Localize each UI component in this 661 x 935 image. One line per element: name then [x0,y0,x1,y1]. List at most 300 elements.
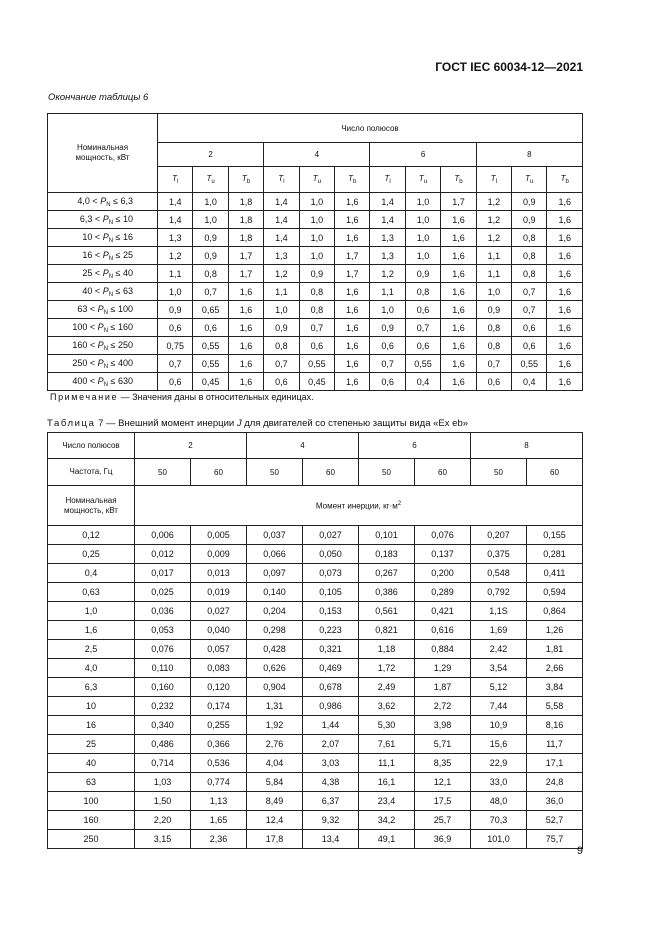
table-cell: 0,8 [264,337,299,355]
table-row [48,283,583,301]
table-cell: 0,155 [527,526,583,545]
table-row [48,583,583,602]
t7-inertia-label [135,486,583,526]
table-cell: 0,040 [191,621,247,640]
t6-power-range [48,211,158,229]
table-cell: 0,076 [415,526,471,545]
range-lower: 400 < [72,375,98,386]
t6-power-range [48,355,158,373]
table-cell: 1,4 [264,229,299,247]
table-cell: 1,6 [228,319,263,337]
table-cell: 8,16 [527,716,583,735]
t7-freq-cell: 60 [527,459,583,486]
t7-power-value: 6,3 [48,678,135,697]
table-cell: 1,44 [303,716,359,735]
t6-subcol-sub: u [423,179,428,185]
table-cell: 0,017 [135,564,191,583]
t6-power-range [48,265,158,283]
table-cell: 0,486 [135,735,191,754]
table-cell: 0,616 [415,621,471,640]
table-cell: 0,6 [158,373,193,391]
table-cell: 11,7 [527,735,583,754]
t7-freq-cell: 50 [135,459,191,486]
document-standard-header: ГОСТ IEC 60034-12—2021 [435,60,583,74]
table-cell: 0,057 [191,640,247,659]
table-cell: 0,6 [193,319,228,337]
table-cell: 5,30 [359,716,415,735]
table-row [48,659,583,678]
table-cell: 75,7 [527,830,583,849]
table-row [48,621,583,640]
table-cell: 2,42 [471,640,527,659]
table-row [48,319,583,337]
table-cell: 1,81 [527,640,583,659]
t6-subcol-sub: b [565,179,569,185]
table-cell: 0,076 [135,640,191,659]
t7-power-value: 16 [48,716,135,735]
table-cell: 0,9 [193,229,228,247]
table-row [48,773,583,792]
table-cell: 0,8 [512,247,547,265]
table-row [48,811,583,830]
table-cell: 1,7 [335,265,370,283]
table-cell: 0,9 [299,265,334,283]
table-cell: 0,7 [512,283,547,301]
table-cell: 0,774 [191,773,247,792]
table-cell: 0,066 [247,545,303,564]
range-upper: ≤ 40 [113,267,133,278]
table-cell: 1,87 [415,678,471,697]
t7-power-value: 100 [48,792,135,811]
table-cell: 2,66 [527,659,583,678]
table-cell: 0,6 [476,373,511,391]
table-cell: 12,4 [247,811,303,830]
table-cell: 1,6 [441,301,476,319]
table-cell: 1,6 [335,355,370,373]
table-cell: 0,6 [405,337,440,355]
table-cell: 2,49 [359,678,415,697]
table-row [48,355,583,373]
table-row [48,193,583,211]
table-cell: 0,9 [193,247,228,265]
table-row [48,373,583,391]
t6-subcol-header [441,167,476,193]
table-cell: 3,62 [359,697,415,716]
table-cell: 23,4 [359,792,415,811]
table-cell: 0,561 [359,602,415,621]
table-row [48,301,583,319]
range-symbol-sub: N [103,327,109,334]
table-cell: 1,0 [264,301,299,319]
table-cell: 2,20 [135,811,191,830]
table-cell: 0,013 [191,564,247,583]
table-cell: 0,4 [512,373,547,391]
t6-subcol-symbol: T [348,174,353,183]
table-cell: 0,6 [512,337,547,355]
t7-freq-cell: 60 [303,459,359,486]
table-cell: 34,2 [359,811,415,830]
range-upper: ≤ 250 [108,339,133,350]
table-cell: 0,7 [158,355,193,373]
table-cell: 1,1S [471,602,527,621]
table-cell: 1,6 [228,373,263,391]
table-cell: 3,03 [303,754,359,773]
table-cell: 0,9 [512,211,547,229]
table-cell: 0,204 [247,602,303,621]
table-cell: 1,1 [158,265,193,283]
range-symbol-sub: N [103,381,109,388]
table-cell: 0,386 [359,583,415,602]
table-cell: 0,7 [264,355,299,373]
table-cell: 1,6 [547,229,583,247]
table-cell: 1,3 [158,229,193,247]
range-symbol-sub: N [108,273,114,280]
table-cell: 1,4 [264,193,299,211]
range-symbol: P [102,267,109,278]
table-row [48,602,583,621]
range-upper: ≤ 63 [113,285,133,296]
range-symbol: P [102,285,109,296]
table-row [48,678,583,697]
table-cell: 1,6 [228,337,263,355]
table-cell: 0,120 [191,678,247,697]
table-cell: 1,03 [135,773,191,792]
table-cell: 0,073 [303,564,359,583]
table-cell: 1,7 [228,247,263,265]
table-cell: 2,36 [191,830,247,849]
t7-freq-label: Частота, Гц [48,459,135,486]
table-row [48,247,583,265]
table-cell: 5,12 [471,678,527,697]
table-cell: 1,0 [476,283,511,301]
table-cell: 70,3 [471,811,527,830]
range-symbol-sub: N [103,345,109,352]
inertia-unit-text: Момент инерции, кг·м [315,501,398,511]
t7-freq-cell: 60 [191,459,247,486]
table-cell: 0,083 [191,659,247,678]
range-upper: ≤ 16 [113,231,133,242]
t6-header-row-1 [48,114,583,143]
table-cell: 0,375 [471,545,527,564]
table-cell: 2,07 [303,735,359,754]
t6-subcol-header [299,167,334,193]
t6-subcol-header [335,167,370,193]
table-cell: 1,1 [476,265,511,283]
table-cell: 1,6 [547,373,583,391]
table-cell: 0,65 [193,301,228,319]
table-cell: 0,45 [299,373,334,391]
table-cell: 0,340 [135,716,191,735]
table-cell: 1,3 [370,229,405,247]
range-symbol-sub: N [108,291,114,298]
range-symbol: P [97,303,104,314]
t6-power-range [48,283,158,301]
range-upper: ≤ 100 [108,303,133,314]
table-cell: 24,8 [527,773,583,792]
table-cell: 0,594 [527,583,583,602]
table-cell: 0,140 [247,583,303,602]
table-cell: 3,54 [471,659,527,678]
t7-power-value: 250 [48,830,135,849]
table-cell: 0,9 [264,319,299,337]
table-cell: 1,2 [476,211,511,229]
t7-power-value: 1,0 [48,602,135,621]
table-cell: 0,9 [512,193,547,211]
table-cell: 3,15 [135,830,191,849]
table-cell: 3,84 [527,678,583,697]
t7-poles-4: 4 [247,433,359,459]
table-cell: 1,6 [547,301,583,319]
t7-freq-row [48,459,583,486]
table-cell: 1,6 [441,229,476,247]
table-cell: 4,38 [303,773,359,792]
table-cell: 16,1 [359,773,415,792]
table-cell: 8,35 [415,754,471,773]
table-cell: 17,5 [415,792,471,811]
table-cell: 0,153 [303,602,359,621]
t6-subcol-header [370,167,405,193]
t7-freq-cell: 50 [471,459,527,486]
t7-power-value: 4,0 [48,659,135,678]
table-cell: 1,29 [415,659,471,678]
table-cell: 0,55 [193,355,228,373]
table-cell: 6,37 [303,792,359,811]
table-cell: 0,105 [303,583,359,602]
table-cell: 1,6 [228,301,263,319]
table7-caption-label: Таблица [47,418,96,429]
range-upper: ≤ 10 [113,213,133,224]
table-row [48,337,583,355]
table7-caption-b: для двигателей со степенью защиты вида «Ex eb» [241,418,469,429]
t6-subcol-header [228,167,263,193]
table-cell: 5,84 [247,773,303,792]
range-symbol-sub: N [108,219,114,226]
range-lower: 40 < [82,285,103,296]
inertia-unit-exponent: 2 [397,500,402,507]
t6-subcol-header [476,167,511,193]
table-cell: 0,678 [303,678,359,697]
t6-subcol-header [547,167,583,193]
table-cell: 0,6 [405,301,440,319]
t6-subcol-symbol: T [490,174,496,183]
table-row [48,229,583,247]
table-cell: 0,6 [299,337,334,355]
t7-power-value: 10 [48,697,135,716]
t6-subcol-sub: l [176,179,179,185]
table7-caption-a: 7 — Внешний момент инерции [95,418,237,429]
table-cell: 1,7 [228,265,263,283]
range-symbol: P [97,375,104,386]
t7-freq-cell: 50 [359,459,415,486]
t6-subcol-symbol: T [241,174,247,183]
table-cell: 0,55 [299,355,334,373]
table-cell: 0,45 [193,373,228,391]
table-cell: 1,0 [299,193,334,211]
table-cell: 0,7 [405,319,440,337]
t7-poles-row [48,433,583,459]
table-7 [47,432,583,849]
table-cell: 52,7 [527,811,583,830]
table-cell: 101,0 [471,830,527,849]
table-cell: 0,027 [303,526,359,545]
table-cell: 7,44 [471,697,527,716]
table-cell: 49,1 [359,830,415,849]
range-symbol: P [102,231,109,242]
table-cell: 1,6 [547,211,583,229]
table-cell: 0,626 [247,659,303,678]
t6-poles-header: Число полюсов [158,114,583,143]
table-cell: 1,6 [335,211,370,229]
table-cell: 0,050 [303,545,359,564]
table-cell: 0,025 [135,583,191,602]
range-symbol-sub: N [108,255,114,262]
table-cell: 1,4 [158,193,193,211]
t7-power-value: 0,25 [48,545,135,564]
table-cell: 1,0 [299,211,334,229]
t6-subcol-symbol: T [525,174,531,183]
t6-power-header: Номинальная мощность, кВт [48,114,158,193]
range-upper: ≤ 630 [108,375,133,386]
table-cell: 1,4 [158,211,193,229]
t6-power-range [48,301,158,319]
table-cell: 1,0 [405,211,440,229]
t6-subcol-symbol: T [418,174,424,183]
table-cell: 0,8 [476,319,511,337]
t6-subcol-sub: u [530,179,534,185]
table-cell: 1,4 [370,193,405,211]
t6-poles-4: 4 [264,143,370,167]
table-cell: 1,6 [441,247,476,265]
table-cell: 7,61 [359,735,415,754]
table-cell: 0,904 [247,678,303,697]
table-cell: 0,137 [415,545,471,564]
table6-note [50,392,314,402]
table-cell: 0,223 [303,621,359,640]
table-cell: 25,7 [415,811,471,830]
table-row [48,735,583,754]
t6-power-range [48,319,158,337]
table-cell: 1,31 [247,697,303,716]
range-symbol: P [97,357,104,368]
range-symbol: P [102,249,109,260]
table-cell: 1,26 [527,621,583,640]
t6-subcol-header [405,167,440,193]
table7-caption-j: J [236,418,242,429]
table-cell: 1,0 [405,247,440,265]
range-upper: ≤ 6,3 [110,195,133,206]
table-cell: 1,6 [441,319,476,337]
t7-freq-cell: 50 [247,459,303,486]
table-row [48,697,583,716]
t6-subcol-header [512,167,547,193]
t7-poles-label: Число полюсов [48,433,135,459]
t6-subcol-header [193,167,228,193]
table-cell: 1,2 [370,265,405,283]
t6-subcol-symbol: T [384,174,390,183]
t6-subcol-symbol: T [172,174,177,183]
table-cell: 0,366 [191,735,247,754]
table-row [48,265,583,283]
table-cell: 17,8 [247,830,303,849]
table-cell: 1,3 [264,247,299,265]
table-cell: 1,2 [476,193,511,211]
table-row [48,564,583,583]
table-cell: 0,7 [512,301,547,319]
range-lower: 160 < [72,339,98,350]
table-cell: 0,9 [370,319,405,337]
t7-power-label: Номинальная мощность, кВт [48,486,135,526]
table-cell: 1,8 [228,193,263,211]
table-cell: 0,006 [135,526,191,545]
table-cell: 1,2 [158,247,193,265]
table-cell: 0,005 [191,526,247,545]
table-cell: 0,207 [471,526,527,545]
table-cell: 5,58 [527,697,583,716]
table-cell: 0,200 [415,564,471,583]
t6-subcol-sub: b [246,179,251,185]
table-cell: 0,009 [191,545,247,564]
range-symbol: P [97,339,104,350]
table-cell: 0,097 [247,564,303,583]
t7-freq-cell: 60 [415,459,471,486]
table-cell: 0,6 [158,319,193,337]
t6-power-range [48,337,158,355]
note-label: Примечание [50,392,119,402]
table-cell: 1,6 [335,337,370,355]
table-cell: 0,8 [193,265,228,283]
table-cell: 22,9 [471,754,527,773]
table-cell: 1,6 [547,193,583,211]
table-cell: 1,0 [193,211,228,229]
table-cell: 0,9 [405,265,440,283]
table-cell: 0,012 [135,545,191,564]
table-cell: 0,428 [247,640,303,659]
range-symbol-sub: N [108,237,114,244]
table-cell: 0,884 [415,640,471,659]
table-cell: 1,8 [228,229,263,247]
table-cell: 0,55 [405,355,440,373]
t6-subcol-header [264,167,299,193]
t6-subcol-symbol: T [206,174,212,183]
table-cell: 1,6 [547,247,583,265]
table-row [48,792,583,811]
t7-power-value: 63 [48,773,135,792]
table-cell: 36,0 [527,792,583,811]
table-cell: 0,160 [135,678,191,697]
t6-power-range [48,193,158,211]
table-cell: 1,6 [547,265,583,283]
table-cell: 1,6 [335,319,370,337]
table-row [48,526,583,545]
table-cell: 12,1 [415,773,471,792]
table-row [48,754,583,773]
table-cell: 33,0 [471,773,527,792]
t7-power-value: 25 [48,735,135,754]
table-cell: 1,6 [547,337,583,355]
t6-subcol-header [158,167,193,193]
table-cell: 1,18 [359,640,415,659]
table-cell: 0,298 [247,621,303,640]
table-cell: 1,7 [335,247,370,265]
table-cell: 0,110 [135,659,191,678]
table-cell: 2,72 [415,697,471,716]
table-cell: 1,7 [441,193,476,211]
table-cell: 1,50 [135,792,191,811]
table-cell: 1,13 [191,792,247,811]
table-cell: 0,8 [299,301,334,319]
range-lower: 63 < [77,303,98,314]
table-cell: 0,8 [299,283,334,301]
